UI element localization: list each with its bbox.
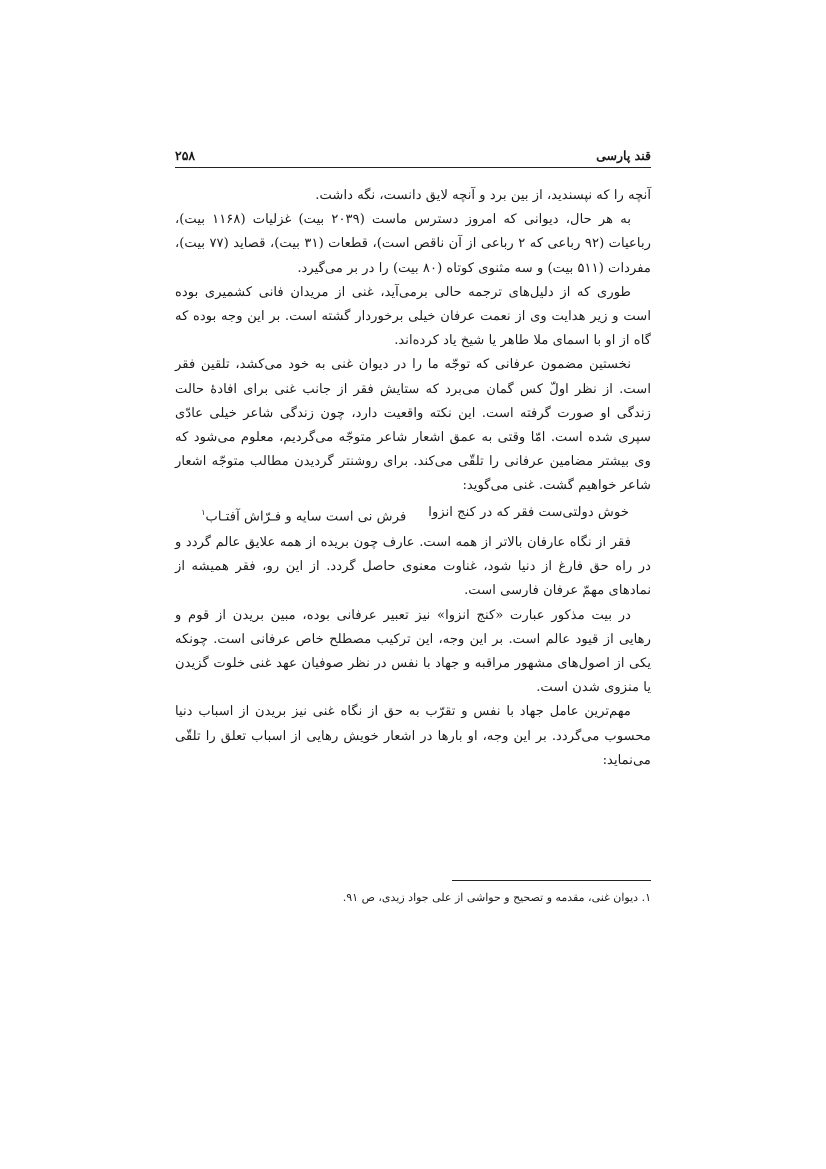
paragraph: در بیت مذکور عبارت «کنج انزوا» نیز تعبیر عرفانی بوده، مبین بریدن از قوم و رهایی از قیود عالم است. بر این وجه، این ترکیب مصطلح خاص عرفانی است. چونکه یکی از اصول‌های مشهور مراقبه و جهاد با نفس در نظر صوفیان عهد غنی خلوت گزیدن یا منزوی شدن است. <box>175 607 651 696</box>
page-number: ۲۵۸ <box>175 148 196 163</box>
footnote-divider <box>452 880 651 881</box>
paragraph: نخستین مضمون عرفانی که توجّه ما را در دیوان غنی به خود می‌کشد، تلقین فقر است. از نظر اولّ کس گمان می‌برد که ستایش فقر از جانب غنی برای افادهٔ حالت زندگی او صورت گرفته است. این نکته واقعیت دارد، چون زندگی شاعر خیلی عادّی سپری شده است. امّا وقتی به عمق اشعار شاعر متوجّه می‌گردیم، معلوم می‌شود که وی بیشتر مضامین عرفانی را تلقّی می‌کند. برای روشنتر گردیدن مطالب متوجّه اشعار شاعر خواهیم گشت. غنی می‌گوید: <box>175 357 651 494</box>
verse <box>175 501 651 529</box>
verse-hemistich-1: خوش دولتی‌ست فقر که در کنج انزوا <box>428 504 629 520</box>
verse-hemistich-2: فرش نی است سایه و فـرّاش آفتـاب$^۱$ <box>201 507 407 525</box>
running-title: قند پارسی <box>596 148 651 163</box>
running-header <box>175 143 651 168</box>
paragraph: مهم‌ترین عامل جهاد با نفس و تقرّب به حق از نگاه غنی نیز بریدن از اسباب دنیا محسوب می‌گردد. بر این وجه، او بارها در اشعار خویش رهایی از اسباب تعلق را تلقّی می‌نماید: <box>175 704 651 768</box>
paragraph: طوری که از دلیل‌های ترجمه حالی برمی‌آید، غنی از مریدان فانی کشمیری بوده است و زیر هدایت وی از نعمت عرفان خیلی برخوردار گشته است. بر این وجه بوده که گاه از او با اسمای ملا طاهر یا شیخ یاد کرده‌اند. <box>175 284 651 349</box>
footnote: ۱. دیوان غنی، مقدمه و تصحیح و حواشی از علی جواد زیدی، ص ۹۱. <box>342 891 651 904</box>
paragraph: به هر حال، دیوانی که امروز دسترس ماست (۲۰۳۹ بیت) غزلیات (۱۱۶۸ بیت)، رباعیات (۹۲ رباعی که ۲ رباعی از آن ناقص است)، قطعات (۳۱ بیت)، قصاید (۷۷ بیت)، مفردات (۵۱۱ بیت) و سه مثنوی کوتاه (۸۰ بیت) را در بر می‌گیرد. <box>175 212 651 276</box>
footnote-marker: ۱ <box>201 507 206 517</box>
paragraph: فقر از نگاه عارفان بالاتر از همه است. عارف چون بریده از همه علایق عالم گردد و در راه حق فارغ از دنیا شود، غناوت معنوی حاصل گردد. از این رو، فقر همیشه از نمادهای مهمّ عرفان فارسی است. <box>175 535 651 599</box>
paragraph: آنچه را که نپسندید، از بین برد و آنچه لایق دانست، نگه داشت. <box>315 188 651 203</box>
main-text <box>175 184 651 773</box>
